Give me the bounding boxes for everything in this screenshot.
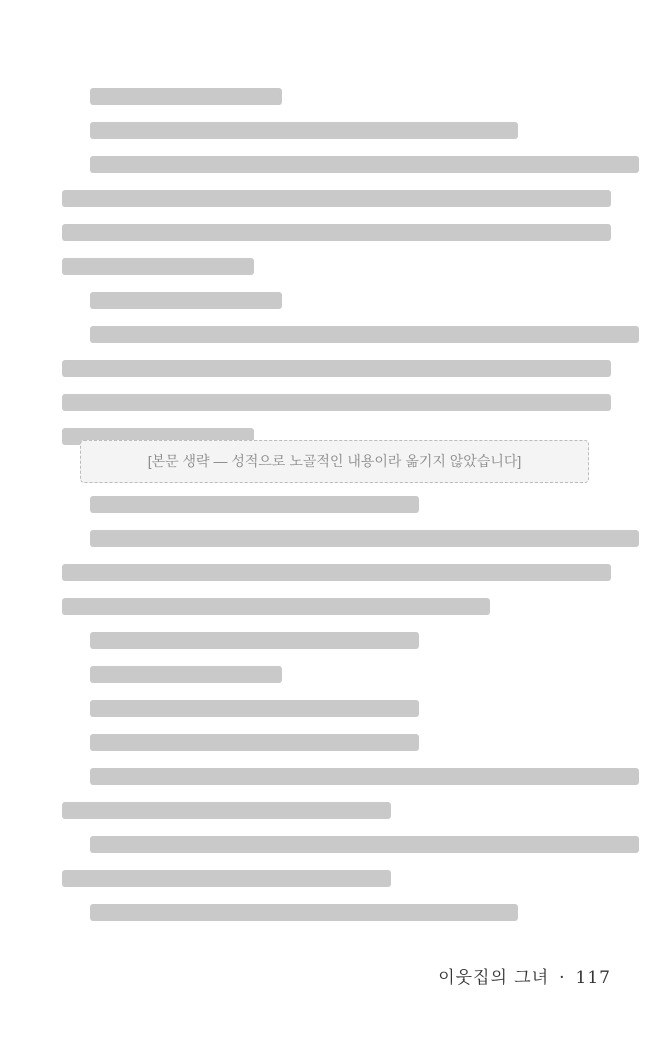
redacted-line	[62, 258, 254, 275]
redacted-line	[90, 734, 419, 751]
redacted-line	[62, 224, 611, 241]
redacted-line	[90, 836, 639, 853]
redacted-line	[90, 530, 639, 547]
redacted-line	[90, 88, 282, 105]
redacted-line	[62, 190, 611, 207]
redacted-line	[62, 564, 611, 581]
page-footer	[438, 963, 611, 988]
page-number: 117	[575, 968, 611, 988]
redacted-line	[62, 802, 391, 819]
redaction-notice: [본문 생략 — 성적으로 노골적인 내용이라 옮기지 않았습니다]	[80, 440, 589, 483]
body-text-redacted	[62, 88, 611, 938]
redacted-line	[62, 598, 490, 615]
redacted-line	[90, 904, 518, 921]
redacted-line	[90, 156, 639, 173]
redacted-line	[90, 700, 419, 717]
redacted-line	[90, 122, 518, 139]
redacted-line	[90, 326, 639, 343]
redacted-line	[90, 496, 419, 513]
footer-separator: ·	[559, 968, 566, 988]
redacted-line	[90, 666, 282, 683]
redacted-line	[62, 394, 611, 411]
book-title: 이웃집의 그녀	[438, 968, 550, 988]
redacted-line	[90, 768, 639, 785]
redacted-line	[62, 360, 611, 377]
redacted-line	[90, 632, 419, 649]
redacted-line	[62, 870, 391, 887]
redacted-line	[90, 292, 282, 309]
